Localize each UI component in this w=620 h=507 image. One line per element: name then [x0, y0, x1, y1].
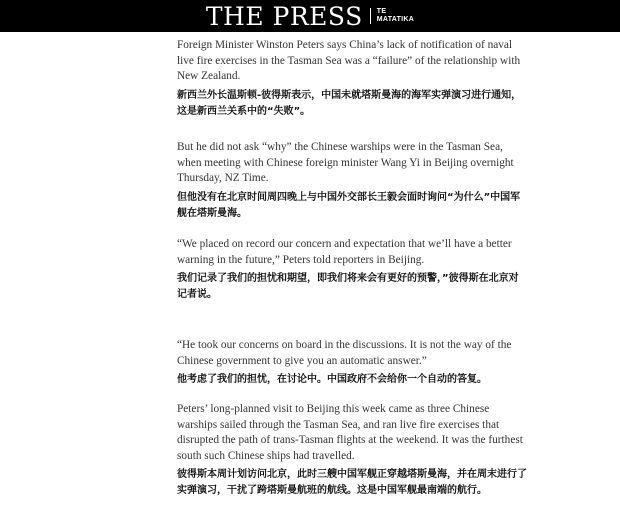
- chinese-translation: 彼得斯本周计划访问北京，此时三艘中国军舰正穿越塔斯曼海，并在周末进行了实弹演习，干扰了跨塔斯曼航班的航线。这是中国军舰最南端的航行。: [177, 469, 527, 496]
- english-paragraph: Foreign Minister Winston Peters says China’s lack of notification of naval live fire exercises in the Tasman Sea was a “failure” of the relationship with New Zealand.: [177, 39, 521, 82]
- chinese-translation: 新西兰外长温斯顿-彼得斯表示，中国未就塔斯曼海的海军实弹演习进行通知，这是新西兰关系中的“失败”。: [177, 89, 522, 117]
- paragraph-block: [177, 237, 527, 338]
- site-title: THE PRESS: [205, 1, 363, 31]
- site-subtitle-line2: MATATIKA: [376, 16, 415, 23]
- english-paragraph: “We placed on record our concern and expectation that we’ll have a better warning in the future,” Peters told reporters in Beijing.: [177, 238, 512, 266]
- english-paragraph: But he did not ask “why” the Chinese warships were in the Tasman Sea, when meeting with Chinese foreign minister Wang Yi in Beijing overnight Thursday, NZ Time.: [177, 141, 514, 184]
- chinese-translation: 他考虑了我们的担忧，在讨论中。中国政府不会给你一个自动的答复。: [177, 374, 487, 385]
- article-body: [177, 38, 527, 499]
- paragraph-block: [177, 338, 527, 402]
- paragraph-block: [177, 38, 527, 140]
- site-logo[interactable]: [206, 0, 414, 32]
- site-subtitle: [377, 8, 414, 24]
- english-paragraph: Peters’ long-planned visit to Beijing this week came as three Chinese warships sailed through the Tasman Sea, and ran live fire exercises that disrupted the path of trans-Tasman flights at the weekend. It was the furthest south such Chinese ships had travelled.: [177, 403, 523, 462]
- logo-divider: [370, 8, 371, 24]
- paragraph-block: [177, 402, 527, 499]
- site-subtitle-line1: TE: [376, 8, 387, 15]
- english-paragraph: “He took our concerns on board in the discussions. It is not the way of the Chinese government to give you an automatic answer.”: [177, 339, 512, 367]
- chinese-translation: 我们记录了我们的担忧和期望，即我们将来会有更好的预警，”彼得斯在北京对记者说。: [177, 273, 519, 300]
- masthead: [0, 0, 620, 32]
- paragraph-block: [177, 140, 527, 237]
- chinese-translation: 但他没有在北京时间周四晚上与中国外交部长王毅会面时询问“为什么”中国军舰在塔斯曼海。: [177, 191, 521, 219]
